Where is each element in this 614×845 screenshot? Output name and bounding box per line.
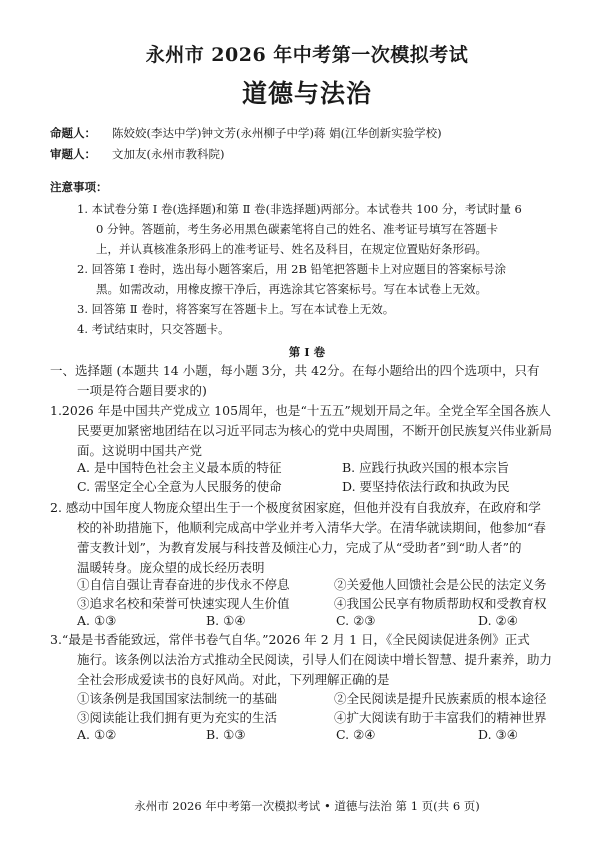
q2-statement: ②关爱他人回馈社会是公民的法定义务 [334,577,547,592]
subject-title: 道德与法治 [241,79,372,108]
q2-statement: ③追求名校和荣誉可快速实现人生价值 [77,596,290,611]
proposer-label: 命题人： [50,126,96,140]
q3-statement: ②全民阅读是提升民族素质的根本途径 [334,691,547,706]
part-one-intro: 一项是符合题目要求的) [77,383,207,398]
q2-option-c: C. ②③ [336,613,376,628]
exam-title: 永州市 2026 年中考第一次模拟考试 [145,44,469,66]
q2-stem: 2. 感动中国年度人物庞众望出生于一个极度贫困家庭，但他并没有自我放弃，在政府和学 [50,500,541,515]
q3-statement: ③阅读能让我们拥有更为充实的生活 [77,710,278,725]
q3-statement: ①该条例是我国国家法制统一的基础 [77,691,278,706]
q2-option-d: D. ②④ [478,613,518,628]
q2-statement: ①自信自强让青春奋进的步伐永不停息 [77,577,290,592]
q1-option-b: B. 应践行执政兴国的根本宗旨 [342,460,510,475]
notice-line: 3. 回答第 Ⅱ 卷时，将答案写在答题卡上。写在本试卷上无效。 [77,302,395,316]
q1-option-a: A. 是中国特色社会主义最本质的特征 [77,460,282,475]
notice-line: 1. 本试卷分第 Ⅰ 卷(选择题)和第 Ⅱ 卷(非选择题)两部分。本试卷共 100 分，考试时量 6 [77,202,522,216]
q2-stem: 校的补助措施下，他顺利完成高中学业并考入清华大学。在清华就读期间，他参加“春 [77,520,546,535]
notice-title: 注意事项： [50,180,108,194]
q3-option-d: D. ③④ [478,727,518,742]
reviewer-name: 文加友(永州市教科院) [112,147,225,161]
page-footer: 永州市 2026 年中考第一次模拟考试 • 道德与法治 第 1 页(共 6 页) [134,799,480,813]
notice-line: 4. 考试结束时，只交答题卡。 [77,322,230,336]
q2-option-a: A. ①③ [77,613,117,628]
q1-stem: 民要更加紧密地团结在以习近平同志为核心的党中央周围，不断开创民族复兴伟业新局 [77,423,553,438]
q1-stem: 1.2026 年是中国共产党成立 105周年，也是“十五五”规划开局之年。全党全军全国各族人 [50,403,551,418]
notice-line: 黑。如需改动，用橡皮擦干净后，再选涂其它答案标号。写在本试卷上无效。 [96,282,487,296]
q2-option-b: B. ①④ [206,613,246,628]
reviewer-label: 审题人： [50,147,96,161]
q2-statement: ④我国公民享有物质帮助权和受教育权 [334,596,547,611]
q3-stem: 全社会形成爱读书的良好风尚。对此，下列理解正确的是 [77,672,390,687]
q1-option-c: C. 需坚定全心全意为人民服务的使命 [77,479,282,494]
notice-line: 2. 回答第 Ⅰ 卷时，选出每小题答案后，用 2B 铅笔把答题卡上对应题目的答案标号涂 [77,262,507,276]
proposer-names: 陈姣姣(李达中学)钟文芳(永州柳子中学)蒋 娟(江华创新实验学校) [112,126,442,140]
part-one-intro: 一、选择题 (本题共 14 小题，每小题 3分，共 42分。在每小题给出的四个选项中，只有 [50,363,540,378]
q2-stem: 蕾支教计划”，为教育发展与科技普及倾注心力，完成了从“受助者”到“助人者”的 [77,540,522,555]
q3-option-c: C. ②④ [336,727,376,742]
q1-option-d: D. 要坚持依法行政和执政为民 [342,479,510,494]
notice-line: 上，并认真核准条形码上的准考证号、姓名及科目，在规定位置贴好条形码。 [96,242,487,256]
q1-stem: 面。这说明中国共产党 [77,443,203,458]
q3-option-a: A. ①② [77,727,117,742]
q2-stem: 温暖转身。庞众望的成长经历表明 [77,560,265,575]
q3-statement: ④扩大阅读有助于丰富我们的精神世界 [334,710,547,725]
q3-stem: 3.“最是书香能致远，常伴书卷气自华。”2026 年 2 月 1 日，《全民阅读促进条例》正式 [50,632,530,647]
q3-option-b: B. ①③ [206,727,246,742]
section-title: 第 Ⅰ 卷 [288,345,326,359]
q3-stem: 施行。该条例以法治方式推动全民阅读，引导人们在阅读中增长智慧、提升素养，助力 [77,652,553,667]
notice-line: 0 分钟。答题前，考生务必用黑色碳素笔将自己的姓名、准考证号填写在答题卡 [96,222,498,236]
